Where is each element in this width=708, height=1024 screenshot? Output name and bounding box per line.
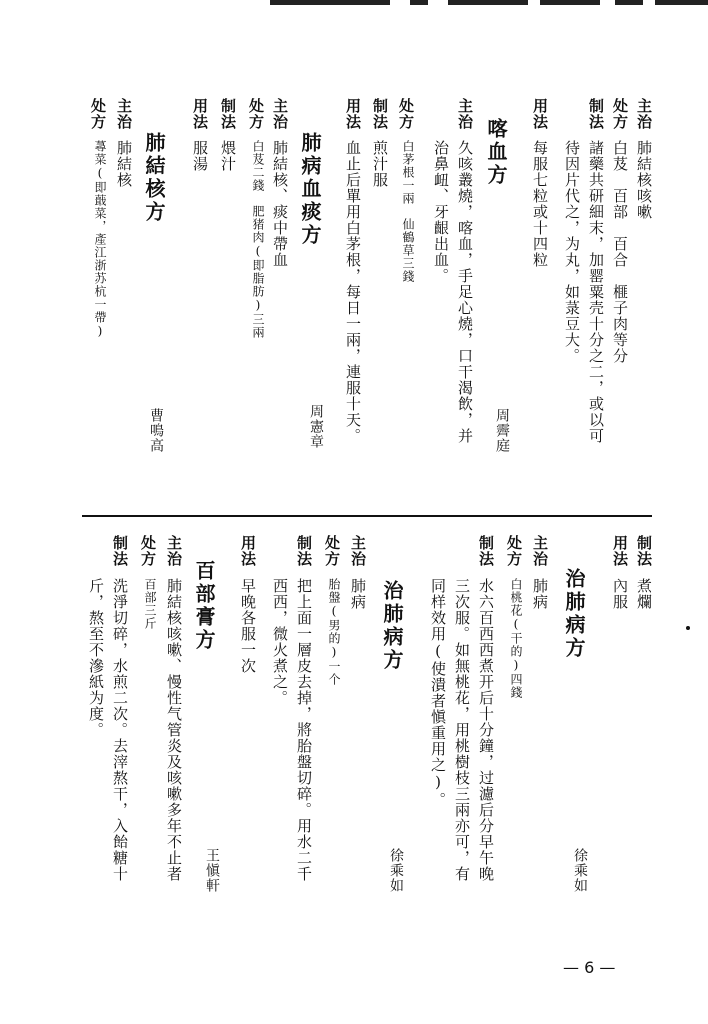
recipe1-usage: 每服七粒或十四粒 [531, 140, 549, 268]
recipe2-indication-line2: 治鼻衄、牙齦出血。 [432, 140, 450, 284]
label-chufang: 处方 [611, 98, 629, 130]
recipe3-prescription: 白芨二錢 肥猪肉(即脂肪)三兩 [251, 140, 265, 339]
recipe1-preparation-line1: 諸藥共研細末，加罂粟壳十分之二，或以可 [587, 140, 605, 444]
label-zhuzhi: 主治 [349, 535, 367, 567]
recipe7-indication: 肺結核咳嗽、慢性气管炎及咳嗽多年不止者 [165, 578, 183, 882]
recipe3-preparation: 煨汁 [219, 140, 237, 172]
label-chufang: 处方 [323, 535, 341, 567]
recipe5-preparation-line2: 三次服。如無桃花，用桃樹枝三兩亦可，有 [453, 578, 471, 882]
label-yongfa: 用法 [191, 98, 209, 130]
recipe1-indication: 肺結核咳嗽 [635, 140, 653, 220]
recipe6-usage: 早晚各服一次 [239, 578, 257, 674]
label-chufang: 处方 [247, 98, 265, 130]
recipe7-title: 百部膏方 [192, 560, 216, 652]
recipe4-prescription: 蕁菜(即蕺菜，產江浙苏杭一帶) [93, 140, 107, 339]
recipe4-preparation: 煮爛 [635, 578, 653, 610]
label-chufang: 处方 [505, 535, 523, 567]
recipe3-title: 肺病血痰方 [298, 132, 322, 247]
recipe6-preparation-line1: 把上面一層皮去掉，將胎盤切碎。用水二千 [295, 578, 313, 882]
recipe4-author: 曹鳴高 [148, 408, 164, 453]
recipe7-preparation-line2: 斤，熬至不滲紙为度。 [87, 578, 105, 738]
label-chufang: 处方 [89, 98, 107, 130]
label-zhuzhi: 主治 [115, 98, 133, 130]
recipe2-usage: 血止后單用白茅根，每日一兩，連服十天。 [344, 140, 362, 444]
stray-dot [686, 626, 690, 630]
recipe1-prescription: 白芨 百部 百合 榧子肉等分 [611, 140, 629, 364]
recipe6-author: 徐乘如 [388, 848, 404, 893]
recipe3-author: 周憲章 [308, 404, 324, 449]
label-chufang: 处方 [139, 535, 157, 567]
recipe6-indication: 肺病 [349, 578, 367, 610]
recipe4-indication: 肺結核 [115, 140, 133, 188]
label-zhifa: 制法 [371, 98, 389, 130]
label-zhuzhi: 主治 [165, 535, 183, 567]
label-yongfa: 用法 [611, 535, 629, 567]
label-zhifa: 制法 [219, 98, 237, 130]
recipe2-author: 周霽庭 [494, 408, 510, 453]
page-top-edge [270, 0, 708, 10]
recipe6-preparation-line2: 西西，微火煮之。 [271, 578, 289, 706]
recipe3-indication: 肺結核、痰中帶血 [271, 140, 289, 268]
recipe6-prescription: 胎盤(男的)一个 [327, 578, 341, 686]
recipe2-title: 喀血方 [484, 118, 508, 187]
recipe1-preparation-line2: 待因片代之，为丸，如菉豆大。 [563, 140, 581, 364]
label-zhifa: 制法 [587, 98, 605, 130]
recipe5-title: 治肺病方 [562, 568, 586, 660]
recipe4-usage: 內服 [611, 578, 629, 610]
recipe5-indication: 肺病 [531, 578, 549, 610]
recipe5-author: 徐乘如 [572, 848, 588, 893]
recipe7-author: 王愼軒 [204, 848, 220, 893]
recipe2-prescription: 白茅根一兩 仙鶴草三錢 [401, 140, 415, 283]
label-chufang: 处方 [397, 98, 415, 130]
label-yongfa: 用法 [344, 98, 362, 130]
label-zhuzhi: 主治 [271, 98, 289, 130]
recipe2-indication-line1: 久咳叢燒，喀血，手足心燒，口干渴飲，并 [456, 140, 474, 444]
label-yongfa: 用法 [239, 535, 257, 567]
page-number: — 6 — [563, 958, 616, 977]
label-zhifa: 制法 [295, 535, 313, 567]
label-zhifa: 制法 [635, 535, 653, 567]
recipe5-preparation-line3: 同样效用(使潰者愼重用之)。 [429, 578, 447, 808]
label-zhifa: 制法 [477, 535, 495, 567]
recipe2-preparation: 煎汁服 [371, 140, 389, 188]
label-yongfa: 用法 [531, 98, 549, 130]
section-divider [82, 515, 652, 517]
label-zhuzhi: 主治 [456, 98, 474, 130]
recipe7-prescription: 百部三斤 [143, 578, 157, 630]
label-zhifa: 制法 [111, 535, 129, 567]
label-zhuzhi: 主治 [531, 535, 549, 567]
recipe7-preparation-line1: 洗淨切碎，水煎二次。去滓熬干，入飴糖十 [111, 578, 129, 882]
recipe5-prescription: 白桃花(干的)四錢 [509, 578, 523, 699]
recipe3-usage: 服湯 [191, 140, 209, 172]
recipe5-preparation-line1: 水六百西西煮开后十分鐘，过濾后分早午晚 [477, 578, 495, 882]
recipe6-title: 治肺病方 [380, 580, 404, 672]
label-zhuzhi: 主治 [635, 98, 653, 130]
recipe4-title: 肺結核方 [142, 132, 166, 224]
